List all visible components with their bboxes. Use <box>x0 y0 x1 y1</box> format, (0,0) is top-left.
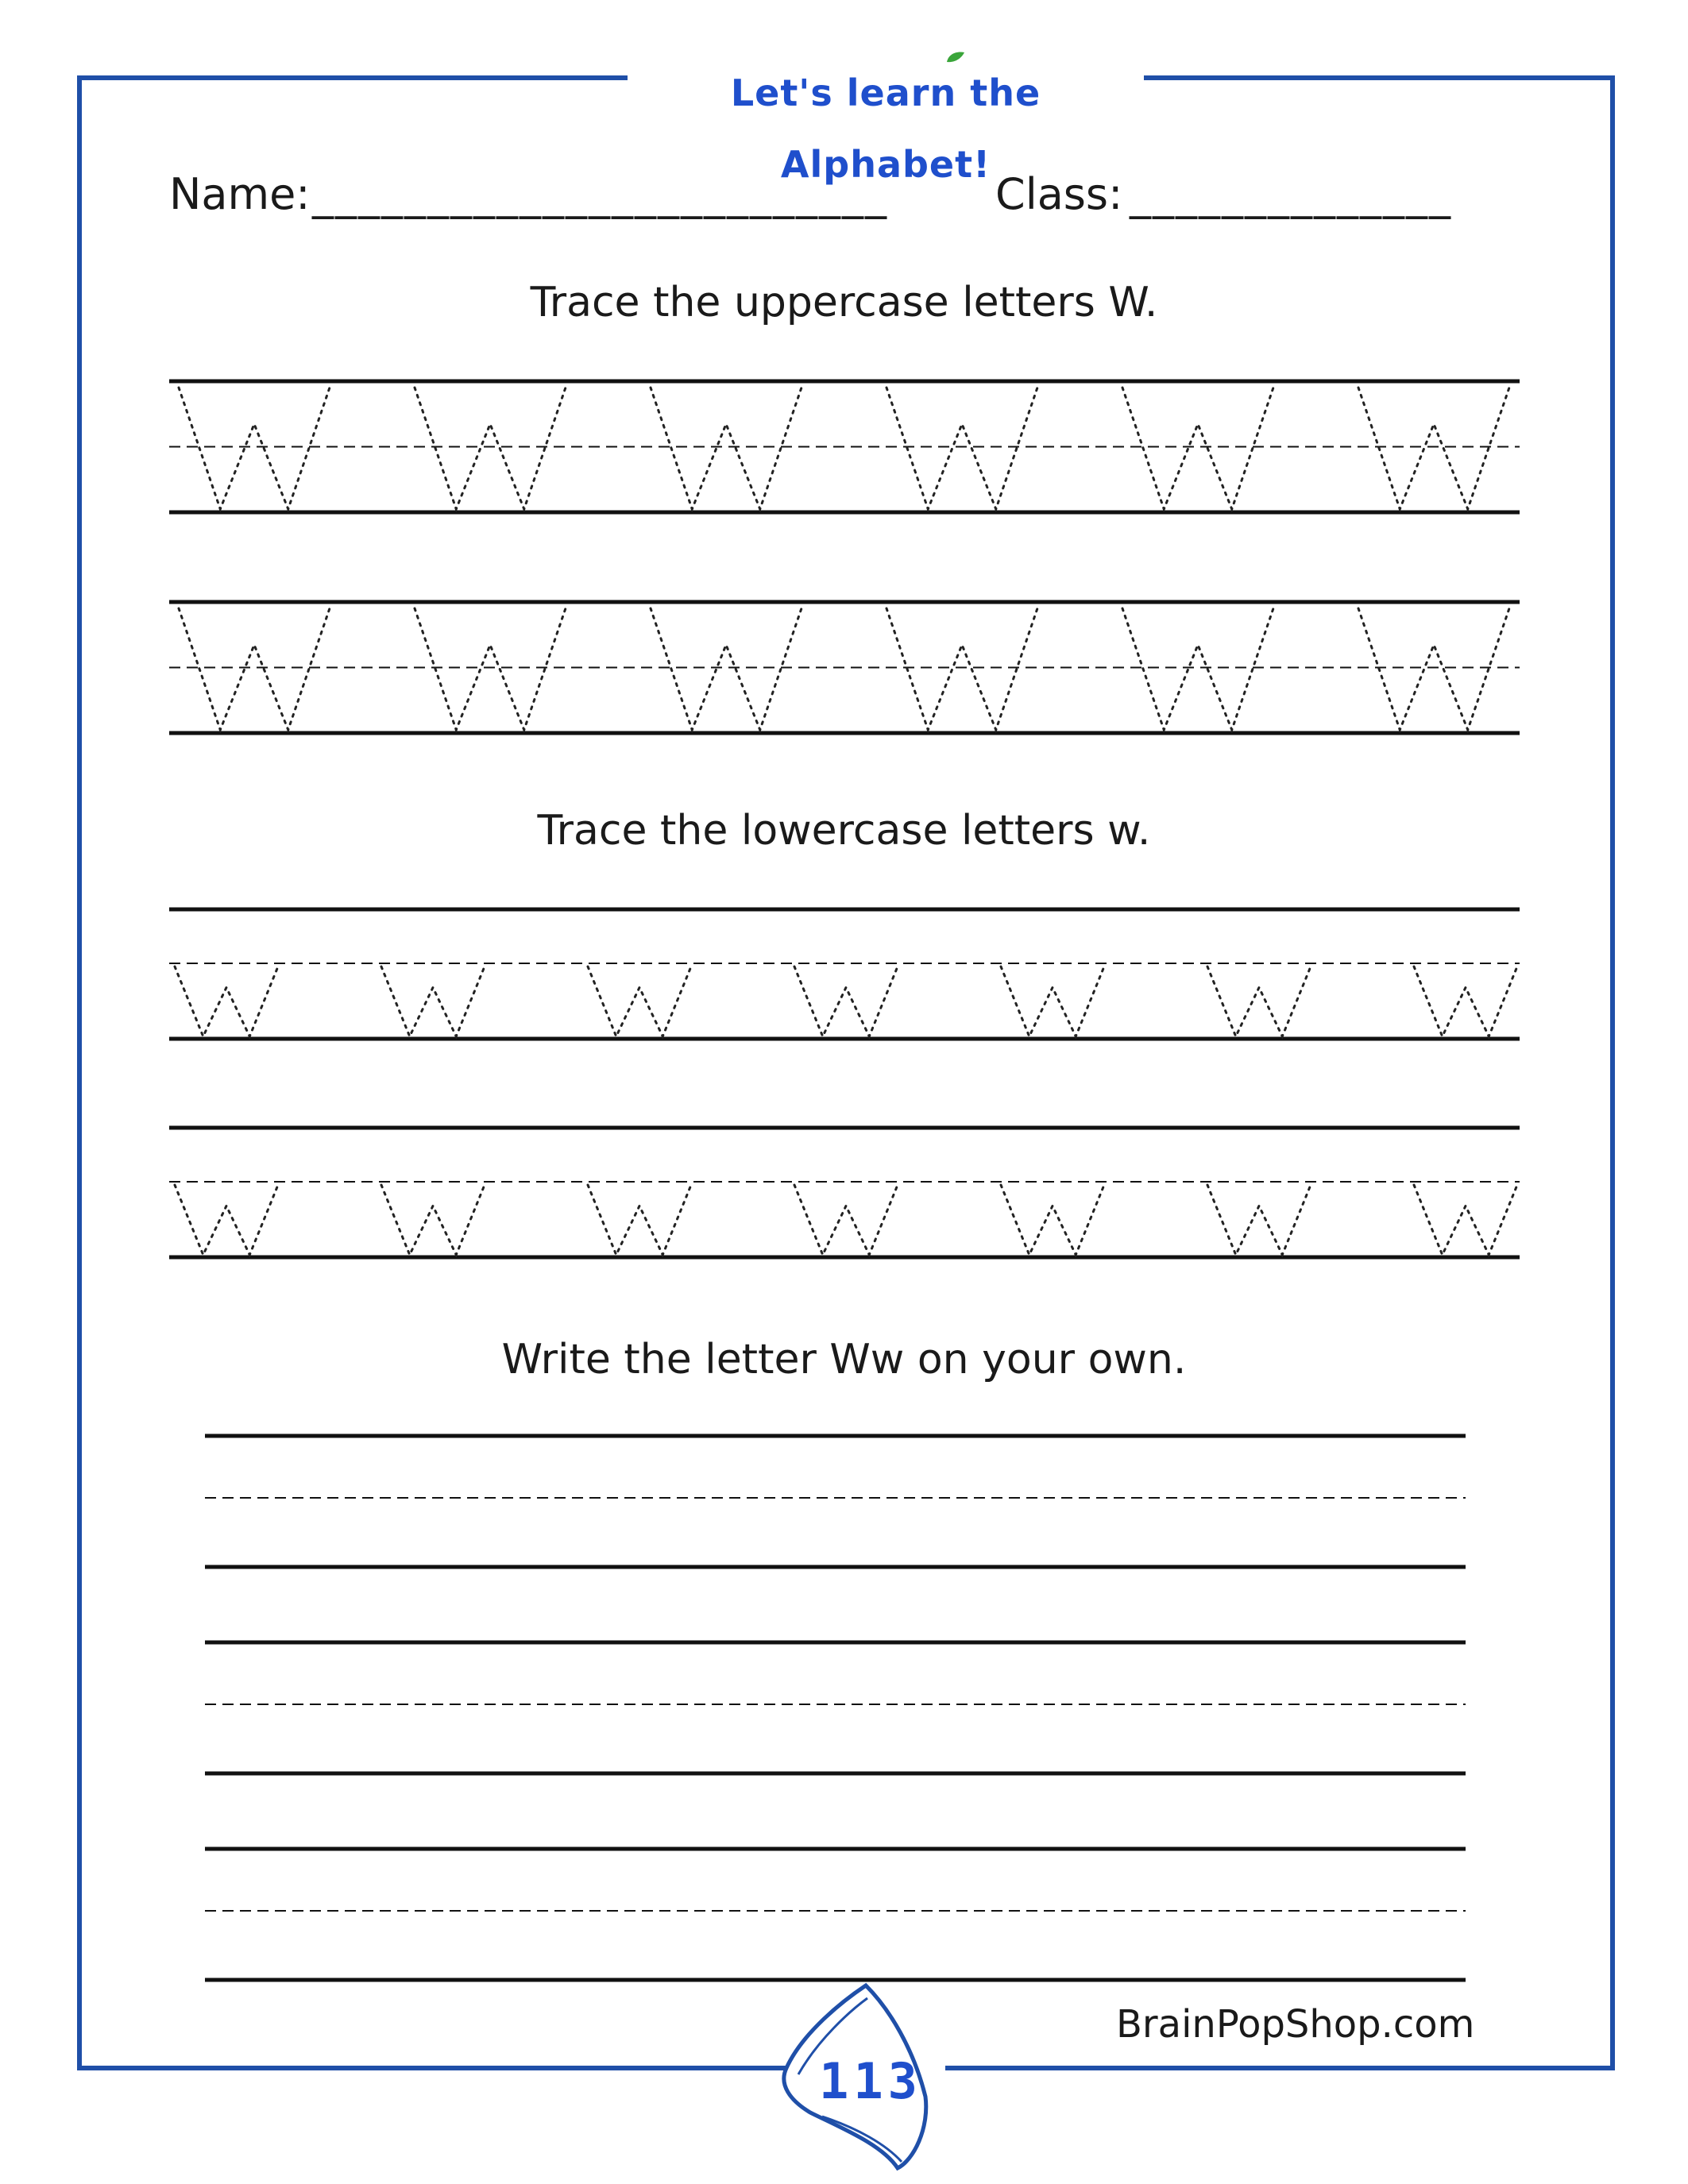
page-number: 113 <box>819 2052 922 2110</box>
lowercase-trace-letter <box>588 967 691 1036</box>
lowercase-trace-letter <box>794 967 898 1036</box>
uppercase-tracing-area <box>169 381 1520 733</box>
lowercase-trace-letter <box>1001 967 1104 1036</box>
name-label: Name: <box>169 169 311 219</box>
uppercase-trace-letter <box>179 388 330 509</box>
lowercase-trace-letter <box>175 1185 278 1255</box>
lowercase-trace-letter <box>381 967 485 1036</box>
lowercase-trace-letter <box>1001 1185 1104 1255</box>
uppercase-instructions: Trace the uppercase letters W. <box>530 279 1158 326</box>
lowercase-trace-letter <box>381 1185 485 1255</box>
uppercase-trace-letter <box>886 608 1037 730</box>
lowercase-trace-letter <box>1414 967 1517 1036</box>
uppercase-trace-letter <box>1122 608 1273 730</box>
write-own-instructions: Write the letter Ww on your own. <box>501 1336 1187 1383</box>
lowercase-trace-letter <box>1207 967 1311 1036</box>
lowercase-trace-letter <box>1414 1185 1517 1255</box>
website-credit: BrainPopShop.com <box>1116 2002 1475 2047</box>
uppercase-trace-letter <box>179 608 330 730</box>
uppercase-trace-letter <box>415 388 566 509</box>
class-field[interactable]: ______________ <box>1130 169 1452 219</box>
worksheet-title: Let's learn the Alphabet! <box>635 57 1136 129</box>
uppercase-trace-letter <box>1358 388 1509 509</box>
writing-practice-area <box>205 1436 1466 1980</box>
class-label: Class: <box>995 169 1123 219</box>
lowercase-tracing-area <box>169 909 1520 1257</box>
lowercase-trace-letter <box>588 1185 691 1255</box>
name-field[interactable]: _________________________ <box>312 169 888 219</box>
lowercase-trace-letter <box>175 967 278 1036</box>
uppercase-trace-letter <box>415 608 566 730</box>
uppercase-trace-letter <box>886 388 1037 509</box>
lowercase-trace-letter <box>794 1185 898 1255</box>
uppercase-trace-letter <box>651 608 802 730</box>
uppercase-trace-letter <box>651 388 802 509</box>
lowercase-instructions: Trace the lowercase letters w. <box>537 807 1151 855</box>
lowercase-trace-letter <box>1207 1185 1311 1255</box>
uppercase-trace-letter <box>1122 388 1273 509</box>
uppercase-trace-letter <box>1358 608 1509 730</box>
